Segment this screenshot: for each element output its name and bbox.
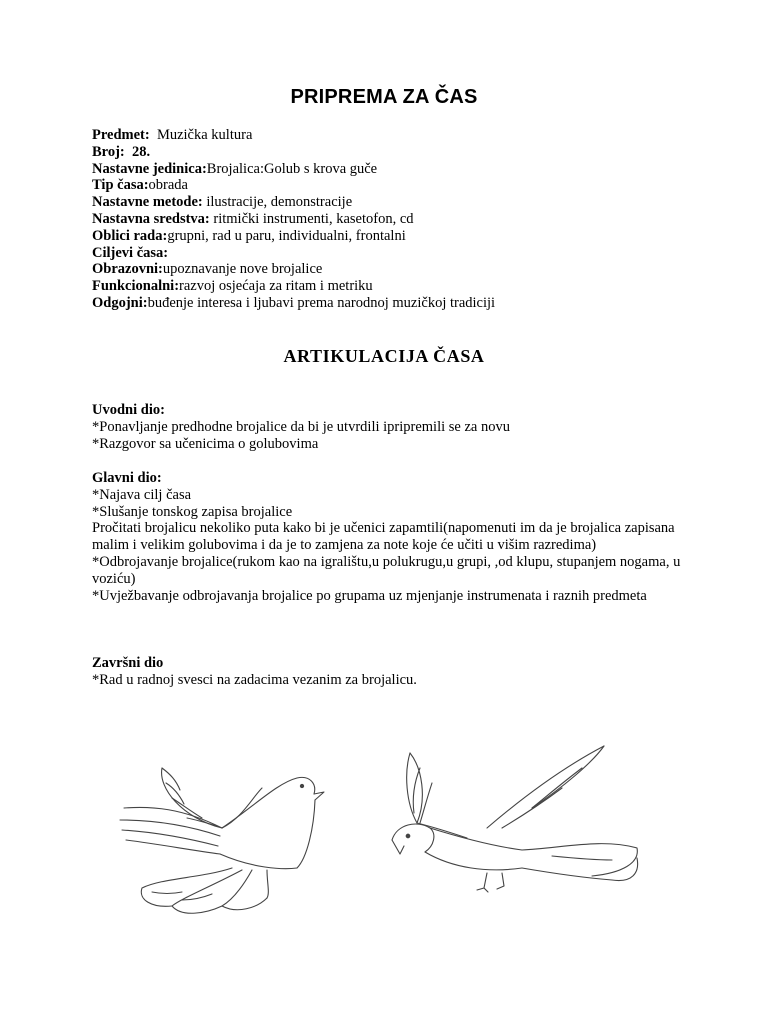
- page-title: PRIPREMA ZA ČAS: [290, 86, 478, 108]
- meta-label: Funkcionalni:: [92, 278, 180, 295]
- closing-heading: Završni dio: [92, 655, 164, 671]
- meta-label: Obrazovni:: [92, 261, 163, 278]
- meta-value: Brojalica:Golub s krova guče: [206, 160, 378, 177]
- meta-value: grupni, rad u paru, individualni, frontalni: [167, 227, 406, 244]
- meta-label: Odgojni:: [92, 294, 148, 311]
- section-title: ARTIKULACIJA ČASA: [283, 346, 485, 366]
- meta-label: Nastavna sredstva:: [92, 210, 210, 227]
- meta-value: razvoj osjećaja za ritam i metriku: [179, 278, 373, 295]
- intro-line: *Ponavljanje predhodne brojalice da bi je utvrdili ipripremili se za novu: [92, 418, 510, 435]
- main-line: *Najava cilj časa: [92, 486, 192, 503]
- intro-heading: Uvodni dio:: [92, 402, 165, 418]
- main-line: *Odbrojavanje brojalice(rukom kao na igralištu,u polukrugu,u grupi, ,od klupu, stupanjem nogama, u voziću): [92, 553, 681, 587]
- meta-value: buđenje interesa i ljubavi prema narodnoj muzičkoj tradiciji: [147, 294, 496, 311]
- meta-label: Predmet:: [92, 127, 150, 143]
- main-section: [92, 470, 682, 604]
- right-dove-drawing: [392, 746, 638, 892]
- meta-label: Ciljevi časa:: [92, 244, 169, 261]
- meta-row-subject: [92, 127, 712, 144]
- intro-line: *Razgovor sa učenicima o golubovima: [92, 435, 319, 452]
- meta-label: Nastavne jedinica:: [92, 160, 207, 177]
- doves-illustration: [92, 728, 672, 948]
- main-line: *Slušanje tonskog zapisa brojalice: [92, 503, 293, 520]
- meta-row-functional: [92, 278, 712, 295]
- main-line: *Uvježbavanje odbrojavanja brojalice po grupama uz mjenjanje instrumenata i raznih predmeta: [92, 587, 647, 604]
- closing-section: [92, 655, 682, 689]
- meta-value: ritmički instrumenti, kasetofon, cd: [209, 210, 414, 227]
- intro-section: [92, 402, 682, 452]
- meta-row-unit: [92, 161, 712, 178]
- meta-row-goals: [92, 245, 712, 262]
- main-heading: Glavni dio:: [92, 470, 162, 486]
- meta-row-upbringing: [92, 295, 712, 312]
- meta-row-resources: [92, 211, 712, 228]
- meta-row-number: [92, 144, 712, 161]
- main-line: Pročitati brojalicu nekoliko puta kako bi je učenici zapamtili(napomenuti im da je brojalica zapisana malim i velikim golubovima i da je to zamjena za note koje će učiti u višim razredima): [92, 520, 675, 554]
- meta-value: upoznavanje nove brojalice: [162, 261, 323, 278]
- meta-row-educational: [92, 261, 712, 278]
- meta-row-methods: [92, 194, 712, 211]
- meta-label: Nastavne metode:: [92, 194, 203, 211]
- left-dove-drawing: [120, 768, 324, 913]
- meta-row-forms: [92, 228, 712, 245]
- meta-value: obrada: [148, 177, 188, 194]
- meta-label: Tip časa:: [92, 177, 149, 194]
- lesson-meta: [92, 127, 712, 312]
- meta-value: Muzička kultura: [149, 127, 253, 143]
- meta-row-type: [92, 177, 712, 194]
- meta-label: Broj: 28.: [92, 143, 151, 160]
- meta-label: Oblici rada:: [92, 227, 168, 244]
- closing-line: *Rad u radnoj svesci na zadacima vezanim za brojalicu.: [92, 671, 417, 688]
- meta-value: ilustracije, demonstracije: [202, 194, 353, 211]
